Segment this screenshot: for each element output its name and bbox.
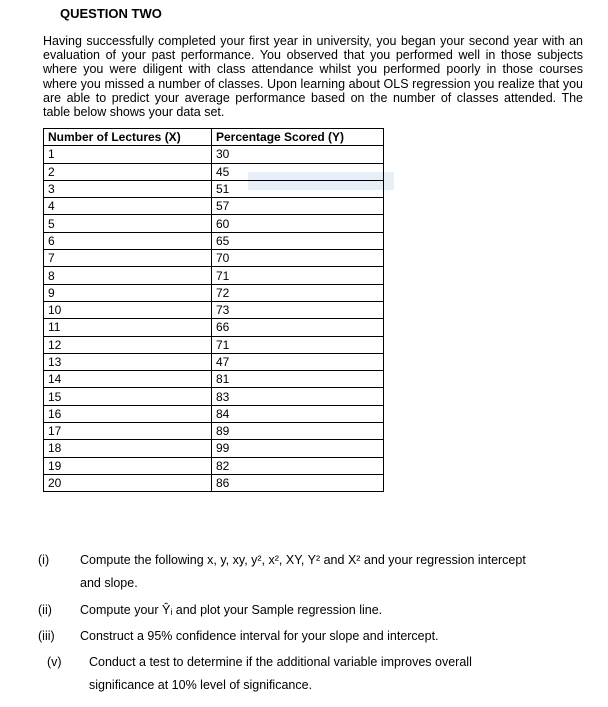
table-row bbox=[44, 457, 384, 474]
cell-lectures: 19 bbox=[44, 457, 212, 474]
cell-lectures: 6 bbox=[44, 232, 212, 249]
data-table bbox=[43, 128, 384, 492]
cell-percentage: 86 bbox=[212, 474, 384, 491]
cell-percentage: 66 bbox=[212, 319, 384, 336]
cell-lectures: 13 bbox=[44, 353, 212, 370]
cell-percentage: 84 bbox=[212, 405, 384, 422]
table-row bbox=[44, 284, 384, 301]
cell-lectures: 1 bbox=[44, 146, 212, 163]
cell-percentage: 99 bbox=[212, 440, 384, 457]
cell-lectures: 17 bbox=[44, 423, 212, 440]
table-row bbox=[44, 163, 384, 180]
question-text: Construct a 95% confidence interval for your slope and intercept. bbox=[80, 629, 439, 643]
cell-percentage: 65 bbox=[212, 232, 384, 249]
cell-percentage: 73 bbox=[212, 301, 384, 318]
cell-percentage: 71 bbox=[212, 336, 384, 353]
cell-lectures: 10 bbox=[44, 301, 212, 318]
cell-lectures: 11 bbox=[44, 319, 212, 336]
cell-lectures: 9 bbox=[44, 284, 212, 301]
cell-percentage: 70 bbox=[212, 250, 384, 267]
cell-lectures: 7 bbox=[44, 250, 212, 267]
cell-percentage: 30 bbox=[212, 146, 384, 163]
cell-percentage: 60 bbox=[212, 215, 384, 232]
intro-paragraph: Having successfully completed your first year in university, you began your second year with an evaluation of your past performance. You observed that you performed well in those subjects where you were diligent with class attendance whilst you performed poorly in those courses where you missed a number of classes. Upon learning about OLS regression you realize that you are able to predict your average performance based on the number of classes attended. The table below shows your data set. bbox=[43, 34, 583, 120]
table-row bbox=[44, 198, 384, 215]
cell-lectures: 18 bbox=[44, 440, 212, 457]
cell-lectures: 5 bbox=[44, 215, 212, 232]
table-row bbox=[44, 250, 384, 267]
cell-percentage: 72 bbox=[212, 284, 384, 301]
cell-percentage: 81 bbox=[212, 371, 384, 388]
question-text: Compute the following x, y, xy, y², x², XY, Y² and X² and your regression intercept and slope. bbox=[80, 553, 526, 590]
table-row bbox=[44, 336, 384, 353]
cell-lectures: 15 bbox=[44, 388, 212, 405]
question-number: (iii) bbox=[38, 629, 55, 643]
table-row bbox=[44, 267, 384, 284]
cell-lectures: 16 bbox=[44, 405, 212, 422]
table-row bbox=[44, 423, 384, 440]
cell-lectures: 12 bbox=[44, 336, 212, 353]
table-row bbox=[44, 474, 384, 491]
question-heading: QUESTION TWO bbox=[60, 6, 162, 21]
table-row bbox=[44, 388, 384, 405]
question-text: Conduct a test to determine if the additional variable improves overall significance at 10% level of significance. bbox=[89, 655, 472, 692]
table-row bbox=[44, 440, 384, 457]
cell-lectures: 14 bbox=[44, 371, 212, 388]
table-row bbox=[44, 301, 384, 318]
table-row bbox=[44, 319, 384, 336]
cell-percentage: 71 bbox=[212, 267, 384, 284]
cell-lectures: 4 bbox=[44, 198, 212, 215]
cell-lectures: 2 bbox=[44, 163, 212, 180]
cell-percentage: 45 bbox=[212, 163, 384, 180]
question-number: (v) bbox=[47, 655, 62, 669]
cell-percentage: 51 bbox=[212, 180, 384, 197]
cell-lectures: 3 bbox=[44, 180, 212, 197]
table-row bbox=[44, 215, 384, 232]
cell-percentage: 83 bbox=[212, 388, 384, 405]
header-x: Number of Lectures (X) bbox=[44, 129, 212, 146]
cell-lectures: 8 bbox=[44, 267, 212, 284]
cell-lectures: 20 bbox=[44, 474, 212, 491]
question-text: Compute your Ŷᵢ and plot your Sample regression line. bbox=[80, 603, 383, 617]
cell-percentage: 89 bbox=[212, 423, 384, 440]
table-header-row bbox=[44, 129, 384, 146]
table-row bbox=[44, 180, 384, 197]
header-y: Percentage Scored (Y) bbox=[212, 129, 384, 146]
table-row bbox=[44, 146, 384, 163]
table-row bbox=[44, 405, 384, 422]
cell-percentage: 57 bbox=[212, 198, 384, 215]
question-number: (i) bbox=[38, 553, 50, 567]
cell-percentage: 82 bbox=[212, 457, 384, 474]
table-row bbox=[44, 353, 384, 370]
question-number: (ii) bbox=[38, 603, 52, 617]
cell-percentage: 47 bbox=[212, 353, 384, 370]
table-row bbox=[44, 232, 384, 249]
table-row bbox=[44, 371, 384, 388]
